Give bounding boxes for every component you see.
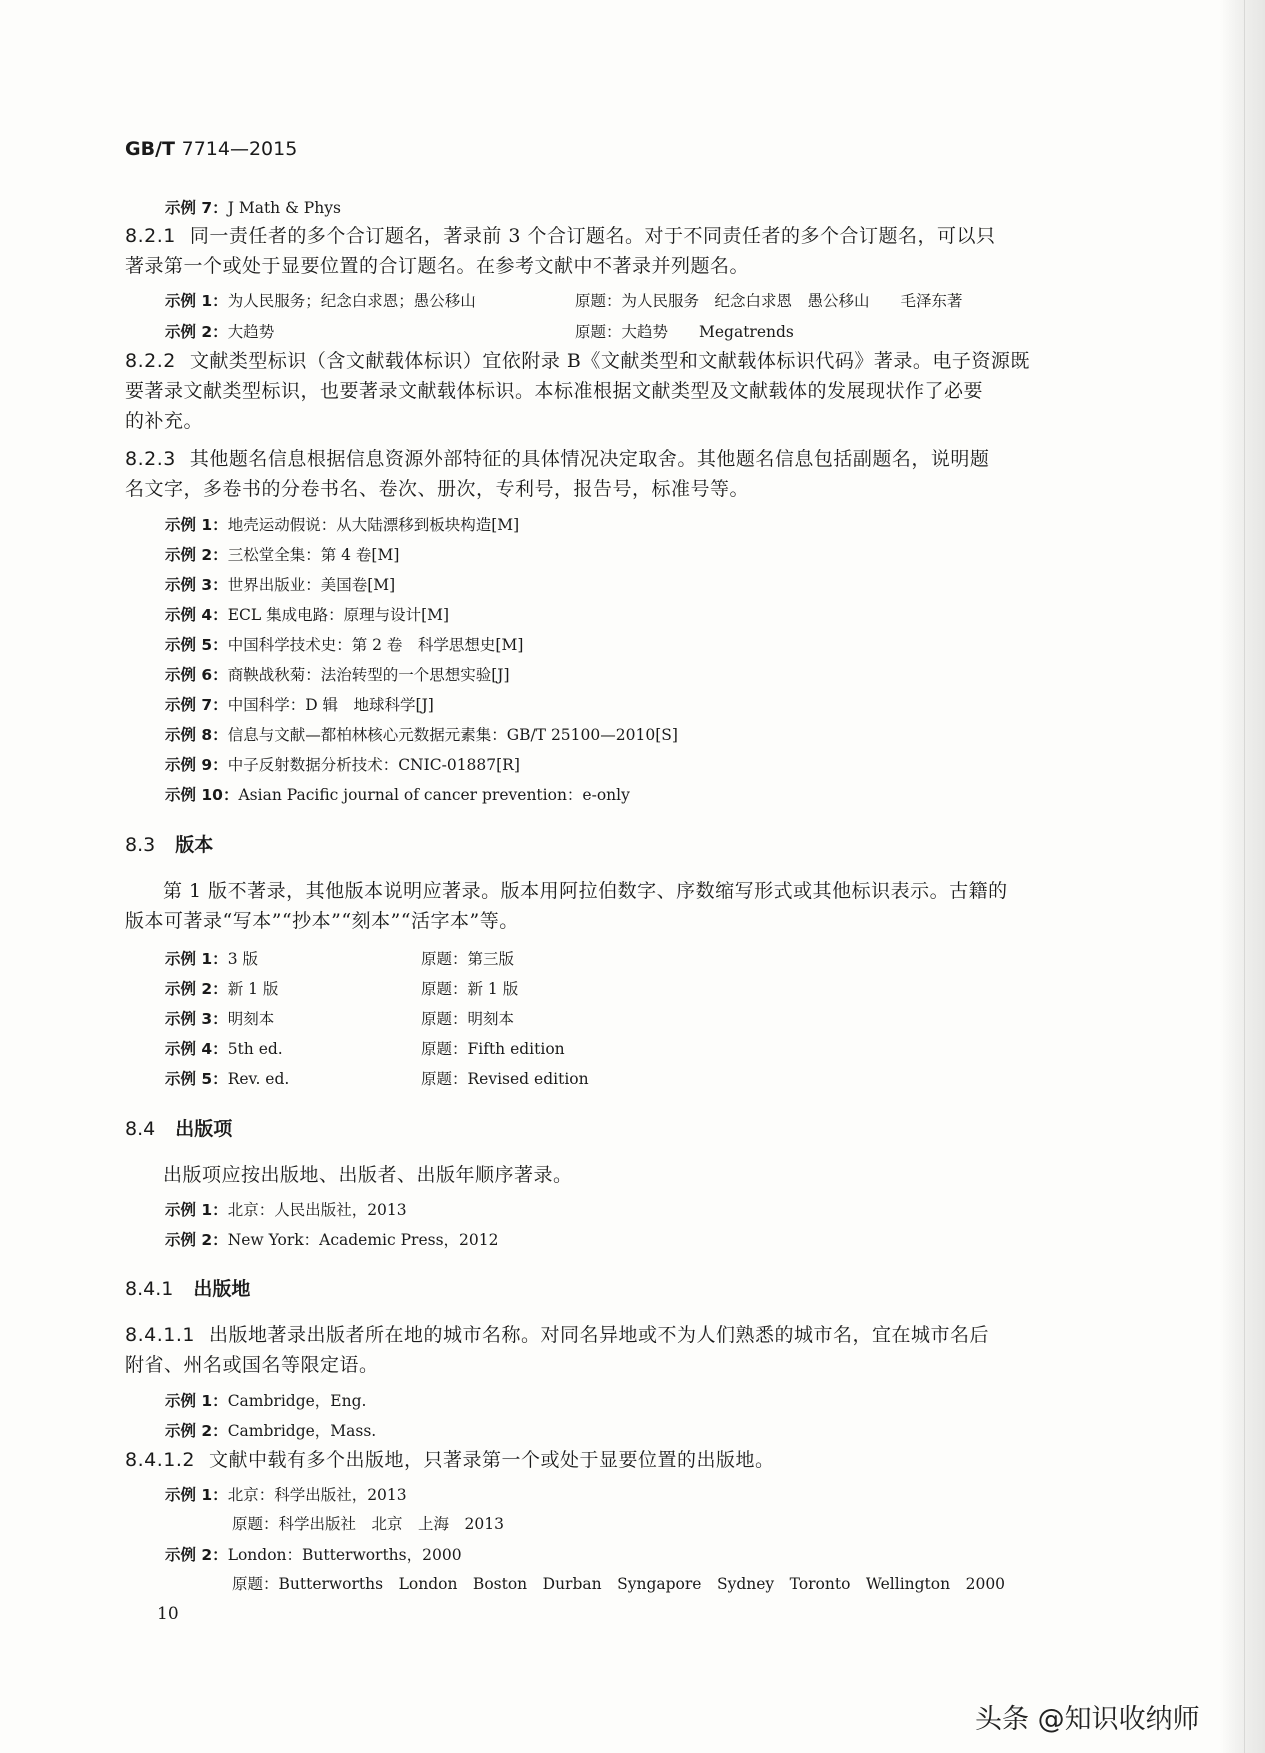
example-label: 示例 5： xyxy=(165,636,228,654)
example-8-2-3-4 xyxy=(165,603,449,625)
example-8-4-1-2-2 xyxy=(165,1543,462,1565)
example-label: 示例 3： xyxy=(165,576,228,594)
example-8-2-3-1 xyxy=(165,513,519,535)
example-label: 示例 1： xyxy=(165,1392,228,1410)
paragraph-line: 出版地著录出版者所在地的城市名称。对同名异地或不为人们熟悉的城市名，宜在城市名后 xyxy=(208,1324,989,1346)
example-8-3-1-original: 原题：第三版 xyxy=(421,950,515,968)
section-heading-8-3 xyxy=(125,830,213,857)
example-text: 信息与文献—都柏林核心元数据元素集：GB/T 25100—2010[S] xyxy=(227,726,678,744)
example-8-3-3-original: 原题：明刻本 xyxy=(421,1010,515,1028)
section-heading-8-4 xyxy=(125,1114,232,1141)
example-label: 示例 1： xyxy=(165,516,228,534)
example-8-2-3-2 xyxy=(165,543,399,565)
example-label: 示例 2： xyxy=(165,980,228,998)
example-label: 示例 7： xyxy=(165,199,228,217)
example-8-4-1-1-2 xyxy=(165,1419,376,1441)
example-label: 示例 6： xyxy=(165,666,228,684)
example-label: 示例 1： xyxy=(165,1486,228,1504)
page-fold-line xyxy=(1244,0,1245,1753)
example-text: 中国科学：D 辑 地球科学[J] xyxy=(227,696,434,714)
example-text: Asian Pacific journal of cancer prevention：e-only xyxy=(238,786,630,804)
section-title: 版本 xyxy=(175,834,214,856)
example-label: 示例 1： xyxy=(165,292,228,310)
example-label: 示例 2： xyxy=(165,1422,228,1440)
example-8-4-1-2-1-original: 原题：科学出版社 北京 上海 2013 xyxy=(232,1515,504,1533)
section-number: 8.4.1 xyxy=(125,1278,174,1300)
section-title: 出版项 xyxy=(175,1118,233,1140)
paragraph-line: 文献中载有多个出版地，只著录第一个或处于显要位置的出版地。 xyxy=(208,1449,775,1471)
paragraph-line: 的补充。 xyxy=(125,410,204,432)
example-8-4-1 xyxy=(165,1198,407,1220)
paragraph-line: 其他题名信息根据信息资源外部特征的具体情况决定取舍。其他题名信息包括副题名，说明题 xyxy=(189,448,990,470)
example-8-2-3-6 xyxy=(165,663,510,685)
example-text: 世界出版业：美国卷[M] xyxy=(227,576,396,594)
page-number: 10 xyxy=(157,1604,179,1624)
example-8-3-4 xyxy=(165,1037,283,1059)
paragraph-8-4-1-1 xyxy=(125,1320,1090,1380)
example-text: 三松堂全集：第 4 卷[M] xyxy=(227,546,400,564)
top-example xyxy=(165,196,341,218)
clause-number: 8.4.1.2 xyxy=(125,1449,195,1471)
example-label: 示例 1： xyxy=(165,950,228,968)
example-text: J Math & Phys xyxy=(227,199,341,217)
example-label: 示例 7： xyxy=(165,696,228,714)
clause-number: 8.2.1 xyxy=(125,225,176,247)
example-label: 示例 2： xyxy=(165,1231,228,1249)
paragraph-line: 同一责任者的多个合订题名，著录前 3 个合订题名。对于不同责任者的多个合订题名，可以只 xyxy=(189,225,996,247)
section-heading-8-4-1 xyxy=(125,1274,250,1301)
clause-number: 8.4.1.1 xyxy=(125,1324,195,1346)
example-8-4-1-2-2-original: 原题：Butterworths London Boston Durban Syngapore Sydney Toronto Wellington 2000 xyxy=(232,1575,1006,1593)
section-title: 出版地 xyxy=(193,1278,251,1300)
example-label: 示例 3： xyxy=(165,1010,228,1028)
example-8-3-2 xyxy=(165,977,278,999)
example-8-4-1-1-1 xyxy=(165,1389,366,1411)
example-8-2-1-2-original: 原题：大趋势 Megatrends xyxy=(575,323,794,341)
header-number: 7714—2015 xyxy=(181,138,298,160)
example-8-2-1-1-original: 原题：为人民服务 纪念白求恩 愚公移山 毛泽东著 xyxy=(575,292,963,310)
example-text: 北京：人民出版社，2013 xyxy=(227,1201,407,1219)
paragraph-line: 附省、州名或国名等限定语。 xyxy=(125,1354,379,1376)
clause-number: 8.2.3 xyxy=(125,448,176,470)
page-edge-shadow xyxy=(1220,0,1265,1753)
example-8-4-1-2-1 xyxy=(165,1483,407,1505)
paragraph-line: 要著录文献类型标识，也要著录文献载体标识。本标准根据文献类型及文献载体的发展现状作了必要 xyxy=(125,380,984,402)
example-text: Cambridge，Eng. xyxy=(227,1392,367,1410)
example-8-3-4-original: 原题：Fifth edition xyxy=(421,1040,565,1058)
example-8-2-3-10 xyxy=(165,783,630,805)
example-text: 为人民服务；纪念白求恩；愚公移山 xyxy=(227,292,476,310)
section-number: 8.4 xyxy=(125,1118,156,1140)
example-text: 明刻本 xyxy=(227,1010,275,1028)
paragraph-line: 出版项应按出版地、出版者、出版年顺序著录。 xyxy=(163,1164,573,1186)
example-8-3-1 xyxy=(165,947,258,969)
example-label: 示例 4： xyxy=(165,606,228,624)
example-text: 商鞅战秋菊：法治转型的一个思想实验[J] xyxy=(227,666,510,684)
example-8-2-3-3 xyxy=(165,573,395,595)
example-8-4-2 xyxy=(165,1228,498,1250)
paragraph-8-4 xyxy=(125,1160,1090,1190)
header-prefix: GB/T xyxy=(125,138,175,160)
example-8-2-1-2 xyxy=(165,320,274,342)
example-label: 示例 8： xyxy=(165,726,228,744)
example-8-2-3-5 xyxy=(165,633,523,655)
example-text: 中子反射数据分析技术：CNIC-01887[R] xyxy=(227,756,520,774)
example-label: 示例 2： xyxy=(165,1546,228,1564)
example-label: 示例 9： xyxy=(165,756,228,774)
example-8-3-5 xyxy=(165,1067,289,1089)
paragraph-line: 名文字，多卷书的分卷书名、卷次、册次，专利号，报告号，标准号等。 xyxy=(125,478,750,500)
clause-number: 8.2.2 xyxy=(125,350,176,372)
paragraph-8-3 xyxy=(125,876,1090,936)
example-text: New York：Academic Press，2012 xyxy=(227,1231,499,1249)
example-label: 示例 2： xyxy=(165,323,228,341)
example-text: Cambridge，Mass. xyxy=(227,1422,377,1440)
example-8-3-2-original: 原题：新 1 版 xyxy=(421,980,519,998)
example-8-2-1-1 xyxy=(165,289,476,311)
example-label: 示例 2： xyxy=(165,546,228,564)
paragraph-line: 版本可著录“写本”“抄本”“刻本”“活字本”等。 xyxy=(125,910,519,932)
example-text: 新 1 版 xyxy=(227,980,279,998)
paragraph-line: 文献类型标识（含文献载体标识）宜依附录 B《文献类型和文献载体标识代码》著录。电子资源既 xyxy=(189,350,1030,372)
example-text: 3 版 xyxy=(227,950,258,968)
example-text: 中国科学技术史：第 2 卷 科学思想史[M] xyxy=(227,636,524,654)
example-8-2-3-7 xyxy=(165,693,434,715)
watermark: 头条 @知识收纳师 xyxy=(975,1704,1200,1735)
example-label: 示例 4： xyxy=(165,1040,228,1058)
paragraph-8-2-1 xyxy=(125,221,1090,281)
paragraph-line: 著录第一个或处于显要位置的合订题名。在参考文献中不著录并列题名。 xyxy=(125,255,750,277)
example-label: 示例 10： xyxy=(165,786,239,804)
paragraph-8-2-3 xyxy=(125,444,1090,504)
example-8-2-3-8 xyxy=(165,723,678,745)
example-8-3-5-original: 原题：Revised edition xyxy=(421,1070,589,1088)
example-text: Rev. ed. xyxy=(227,1070,290,1088)
example-text: 北京：科学出版社，2013 xyxy=(227,1486,407,1504)
example-8-2-3-9 xyxy=(165,753,520,775)
section-number: 8.3 xyxy=(125,834,156,856)
example-text: London：Butterworths，2000 xyxy=(227,1546,462,1564)
paragraph-8-4-1-2 xyxy=(125,1445,1090,1475)
example-text: ECL 集成电路：原理与设计[M] xyxy=(227,606,450,624)
standard-header xyxy=(125,138,297,160)
paragraph-line: 第 1 版不著录，其他版本说明应著录。版本用阿拉伯数字、序数缩写形式或其他标识表示。古籍的 xyxy=(163,880,1008,902)
example-text: 大趋势 xyxy=(227,323,275,341)
example-8-3-3 xyxy=(165,1007,274,1029)
example-text: 地壳运动假说：从大陆漂移到板块构造[M] xyxy=(227,516,520,534)
example-label: 示例 1： xyxy=(165,1201,228,1219)
paragraph-8-2-2 xyxy=(125,346,1090,436)
example-label: 示例 5： xyxy=(165,1070,228,1088)
example-text: 5th ed. xyxy=(227,1040,283,1058)
